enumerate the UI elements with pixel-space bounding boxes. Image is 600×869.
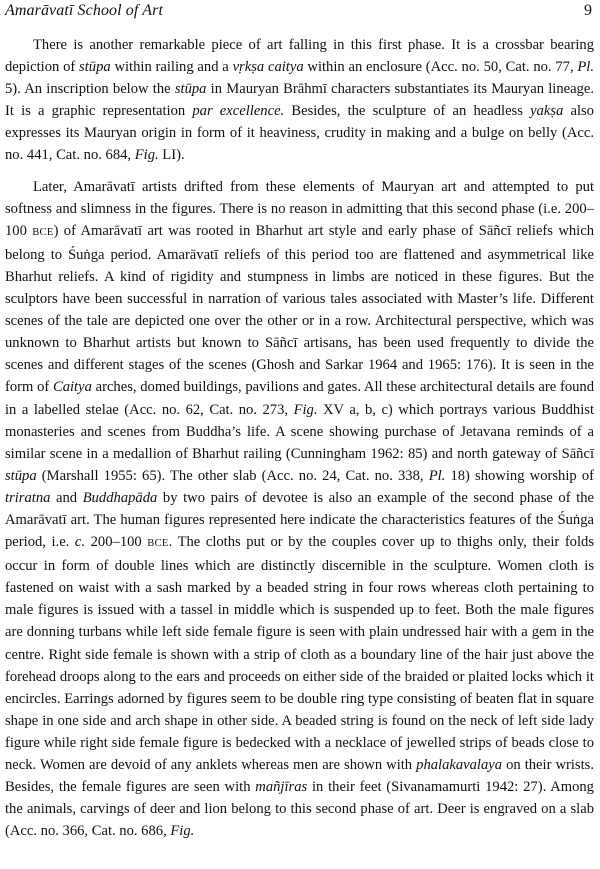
italic-text: Fig. [170,823,195,840]
body-text-run: XV a, b, c) which portrays various Buddhist monasteries and scenes from Buddha’s life. A scene showing purchase of Jetavana reminds of a similar scene in a medallion of Bharhut railing (Cunningham 1962: 85) and north gateway of Sāñcī [5,401,594,462]
body-text-run: within an enclosure (Acc. no. 50, Cat. no. 77, [303,59,578,76]
body-text-run: within railing and a [110,59,233,76]
running-header [5,2,594,26]
small-caps-text: BCE [32,226,54,238]
body-text-run: by two pairs of devotee is also an example of the second phase of the Amarāvatī art. The human figures represented here indicate the characteristics features of the Śuṅga period, i.e. [5,489,594,551]
body-text-run: 18) showing worship of [445,467,594,484]
italic-text: stūpa [174,81,207,98]
italic-text: Pl. [428,467,446,484]
body-text-run: 200–100 [85,534,148,551]
body-text-run: 5). An inscription below the [5,81,175,98]
italic-text: mañjīras [255,779,308,796]
italic-text: stūpa [79,59,111,76]
body-text-run: LI). [158,147,185,164]
body-text-run: Besides, the sculpture of an headless [284,103,531,120]
body-text-run: and [50,489,83,506]
small-caps-text: BCE [147,538,169,550]
body-text-run: also expresses its Mauryan origin in form of it heaviness, crudity in making and a bulge on belly (Acc. no. 441, Cat. no. 684, [5,103,594,164]
body-text-run: arches, domed buildings, pavilions and gates. All these architectural details are found in a labelled stelae (Acc. no. 62, Cat. no. 273, [5,379,595,418]
body-text-run: (Marshall 1955: 65). The other slab (Acc. no. 24, Cat. no. 338, [36,467,429,484]
italic-text: phalakavalaya [416,757,503,773]
italic-text: vṛkṣa caitya [232,59,304,76]
italic-text: par excellence. [192,103,285,120]
italic-text: Fig. [293,401,318,418]
body-text-run: . The cloths put or by the couples cover up to thighs only, their folds occur in form of double lines which are distinctly discernible in the sculpture. Women cloth is fastened on waist with a sash marked by a beaded string in four rows whereas cloth pertaining to male figures is issued with a tassel in middle which is suspended up to feet. Both the male figures are donning turbans while left side female figure is seen with plain undressed hair with a gem in the centre. Right side female is shown with a strip of cloth as a boundary line of the hair just above the forehead droops along to the ears and proceeds on either side of the braided or plaited locks which it encircles. Earrings adorned by figures seem to be double ring type consisting of beaten flat in square shape in one side and arch shape in other side. A beaded string is found on the neck of left side lady figure while right side female figure is bedecked with a necklace of jewelled strips of beads close to neck. Women are devoid of any anklets whereas men are shown with [5,534,595,773]
italic-text: c. [74,534,86,551]
italic-text: triratna [5,489,51,506]
paragraph-2 [5,176,594,843]
italic-text: stūpa [5,467,37,484]
body-text-run: Later, Amarāvatī artists drifted from these elements of Mauryan art and attempted to put softness and slimness in the figures. There is no reason in admitting that this second phase (i.e. 200–100 [5,178,594,239]
body-text-run: ) of Amarāvatī art was rooted in Bharhut art style and early phase of Sāñcī reliefs which belong to Śuṅga period. Amarāvatī reliefs of this period too are flattened and asymmetrical like Bharhut reliefs. A kind of rigidity and stumpness in limbs are noticed in these figures. But the sculptors have been successful in narration of various tales associated with Master’s life. Different scenes of the tale are depicted one over the other or in a row. Architectural perspective, which was unknown to Bharhut artists but known to Sāñcī artisans, has been used frequently to divide the scenes and different stages of the scenes (Ghosh and Sarkar 1964 and 1965: 176). It is seen in the form of [5,222,594,396]
running-title: Amarāvatī School of Art [5,2,163,19]
italic-text: Buddhapāda [82,489,158,506]
italic-text: Fig. [134,147,159,164]
body-text-run: There is another remarkable piece of art falling in this first phase. It is a crossbar bearing depiction of [5,37,594,76]
italic-text: yakṣa [530,103,564,120]
body-text [5,34,594,842]
italic-text: Caitya [52,379,92,396]
paragraph-1 [5,34,594,167]
body-text-run: in Mauryan Brāhmī characters substantiates its Mauryan lineage. It is a graphic representation [5,81,594,120]
body-text-run: in their feet (Sivanamamurti 1942: 27). Among the animals, carvings of deer and lion belong to this second phase of art. Deer is engraved on a slab (Acc. no. 366, Cat. no. 686, [5,779,594,840]
page-number: 9 [584,2,592,19]
italic-text: Pl. [577,59,595,76]
body-text-run: on their wrists. Besides, the female figures are seen with [5,757,594,796]
